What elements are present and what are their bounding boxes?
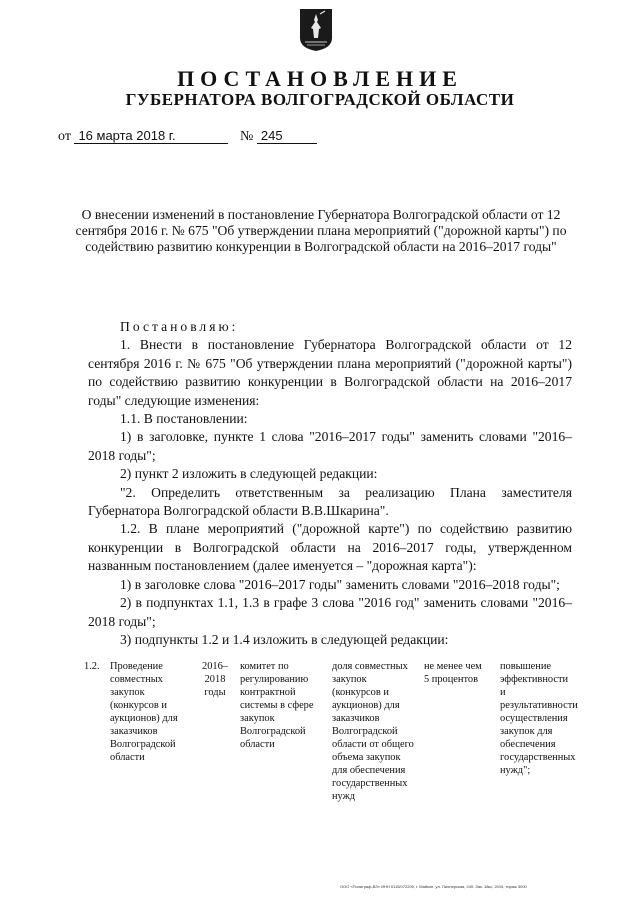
paragraph-1-2: 1.2. В плане мероприятий ("дорожной карте") по содействию развитию конкуренции в Волгоградской области на 2016–2017 годы, утвержденном названным постановлением (далее именуется – "дорожная карта"): [88, 521, 572, 574]
row-result: повышение эффективности и результативности осуществления закупок для обеспечения государственных нужд"; [500, 661, 578, 776]
row-indicator: доля совместных закупок (конкурсов и аукционов) для заказчиков Волгоградской области от общего объема закупок для обеспечения государственных нужд [332, 661, 414, 802]
paragraph-1-2-3: 3) подпункты 1.2 и 1.4 изложить в следующей редакции: [120, 631, 449, 647]
paragraph-1-1: 1.1. В постановлении: [120, 411, 248, 427]
paragraph-1-2-2: 2) в подпунктах 1.1, 1.3 в графе 3 слова "2016 год" заменить словами "2016–2018 годы"; [88, 595, 572, 629]
paragraph-1: 1. Внести в постановление Губернатора Волгоградской области от 12 сентября 2016 г. № 675 "Об утверждении плана мероприятий ("дорожной карты") по содействию развитию конкуренции в Волгоградской области на 2016–2017 годы" следующие изменения: [88, 337, 572, 408]
number-prefix: № [240, 129, 254, 144]
paragraph-1-2-1: 1) в заголовке слова "2016–2017 годы" заменить словами "2016–2018 годы"; [120, 576, 560, 592]
paragraph-1-1-2: 2) пункт 2 изложить в следующей редакции: [120, 466, 378, 482]
row-number: 1.2. [84, 661, 100, 672]
number-value: 245 [257, 128, 317, 144]
document-subtitle: ГУБЕРНАТОРА ВОЛГОГРАДСКОЙ ОБЛАСТИ [125, 90, 515, 109]
number-line [240, 128, 317, 145]
paragraph-1-1-1: 1) в заголовке, пункте 1 слова "2016–2017 годы" заменить словами "2016–2018 годы"; [88, 429, 572, 463]
document-subject: О внесении изменений в постановление Губернатора Волгоградской области от 12 сентября 2016 г. № 675 "Об утверждении плана мероприятий ("дорожной карты") по содействию развитию конкуренции в Волгоградской области на 2016–2017 годы" [75, 207, 567, 254]
date-value: 16 марта 2018 г. [74, 128, 228, 144]
date-prefix: от [58, 129, 71, 144]
document-body [88, 318, 572, 649]
resolve-heading: Постановляю: [120, 319, 239, 334]
printer-imprint: ООО «Полиграф-ВЗ» ИНН 0115/072209, г. Майкоп, ул. Пионерская, 249. Зак. 18кс, 2015, тираж 3000 [340, 884, 527, 889]
coat-of-arms-emblem [299, 8, 333, 52]
row-target: не менее чем 5 процентов [424, 661, 482, 685]
row-period: 2016–2018 годы [202, 661, 228, 698]
date-line [58, 128, 228, 145]
row-event: Проведение совместных закупок (конкурсов и аукционов) для заказчиков Волгоградской области [110, 661, 178, 763]
row-responsible: комитет по регулированию контрактной системы в сфере закупок Волгоградской области [240, 661, 314, 750]
plan-table-row [0, 660, 640, 810]
paragraph-1-1-2-quote: "2. Определить ответственным за реализацию Плана заместителя Губернатора Волгоградской области В.В.Шкарина". [88, 484, 572, 519]
document-title: ПОСТАНОВЛЕНИЕ [177, 66, 463, 91]
